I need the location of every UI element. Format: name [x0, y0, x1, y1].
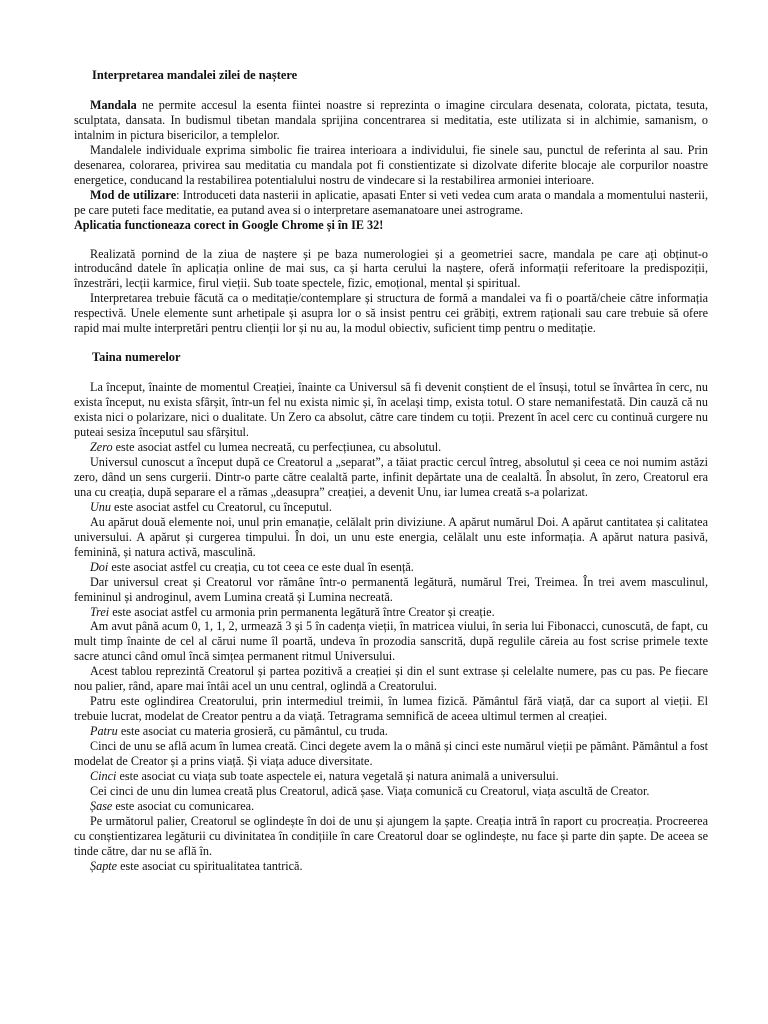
- paragraph-tableau: Acest tablou reprezintă Creatorul și partea pozitivă a creației și din el sunt extrase și celelalte numere, pas cu pas. Pe fiecare nou palier, rând, apare mai întâi acel un unu central, oglindă a Creatorului.: [74, 664, 708, 694]
- sase-text: este asociat cu comunicarea.: [112, 798, 255, 813]
- paragraph-sapte: [74, 859, 708, 874]
- paragraph-five: Cinci de unu se află acum în lumea creată. Cinci degete avem la o mână și cinci este numărul vieții pe pământ. Pământul a fost modelat de Creator și a prins viață. Și viața aduce diversitate.: [74, 739, 708, 769]
- section-title-numbers: Taina numerelor: [92, 350, 181, 365]
- sase-word: Șase: [90, 798, 113, 813]
- doi-text: este asociat astfel cu creația, cu tot ceea ce este dual în esență.: [108, 559, 414, 574]
- doi-word: Doi: [90, 559, 109, 574]
- patru-word: Patru: [90, 724, 118, 739]
- paragraph-mandala: [74, 98, 708, 143]
- paragraph-unu: [74, 500, 708, 515]
- zero-text: este asociat astfel cu lumea necreată, cu perfecțiunea, cu absolutul.: [112, 440, 442, 455]
- sapte-word: Șapte: [90, 858, 118, 873]
- spacer: [74, 233, 708, 247]
- paragraph-fibonacci: Am avut până acum 0, 1, 1, 2, urmează 3 și 5 în cadența vieții, în matricea viului, în seria lui Fibonacci, cunoscută, de fapt, cu mult timp înainte de cel al cărui nume îl poartă, undeva în prozodia sanscrită, după regulile căreia au fost scrise primele texte sacre atunci când omul încă simțea permanent ritmul Universului.: [74, 619, 708, 664]
- trei-word: Trei: [90, 604, 110, 619]
- paragraph-usage: [74, 188, 708, 218]
- paragraph-four: Patru este oglindirea Creatorului, prin intermediul treimii, în lumea fizică. Pământul fără viață, dar ca suport al vieții. El trebuie lucrat, modelat de Creator pentru a da viață. Tetragrama semnifică de aceea ultimul termen al creației.: [74, 694, 708, 724]
- usage-label: Mod de utilizare: [90, 187, 177, 202]
- paragraph-beginning: La început, înainte de momentul Creației, înainte ca Universul să fi devenit conștient de el însuși, totul se învârtea în cerc, nu exista început, nu exista sfârșit, într-un fel nu exista nimic și, în același timp, exista totul. O stare nemanifestată. Din cauză că nu exista nici o polarizare, nici o dualitate. Un Zero ca absolut, către care tindem cu toții. Prezent în acel cerc cu continuă curgere nu puteai sesiza începutul sau sfârșitul.: [74, 380, 708, 440]
- document-body: [74, 68, 708, 874]
- browser-note: Aplicatia functioneaza corect in Google Chrome și în IE 32!: [74, 217, 384, 232]
- trei-text: este asociat astfel cu armonia prin permanenta legătură între Creator și creație.: [109, 604, 495, 619]
- zero-word: Zero: [90, 440, 113, 455]
- mandala-term: Mandala: [90, 97, 137, 112]
- patru-text: este asociat cu materia grosieră, cu pământul, cu truda.: [117, 724, 388, 739]
- paragraph-doi: [74, 560, 708, 575]
- paragraph-six: Cei cinci de unu din lumea creată plus Creatorul, adică șase. Viața comunică cu Creatorul, viața ascultă de Creator.: [90, 783, 650, 798]
- paragraph-patru: [74, 724, 708, 739]
- spacer: [74, 336, 708, 350]
- paragraph-cinci: [74, 769, 708, 784]
- mandala-text: ne permite accesul la esenta fiintei noastre si reprezinta o imagine circulara desenata, colorata, pictata, tesuta, sculptata, dansata. In budismul tibetan mandala sprijina concentrarea si meditatia, este utilizata si in alchimie, samanism, o intalnim in pictura bisericilor, a templelor.: [74, 97, 708, 142]
- cinci-text: este asociat cu viața sub toate aspectele ei, natura vegetală și natura animală a universului.: [116, 768, 559, 783]
- paragraph-sase: [74, 799, 708, 814]
- paragraph-seven: Pe următorul palier, Creatorul se oglindește în doi de unu și ajungem la șapte. Creația intră în raport cu procreația. Procreerea cu conștientizarea legăturii cu divinitatea în condițiile în care Creatorul doar se oglindește, nu face și parte din șapte. De aceea se tinde către, dar nu se află în.: [74, 813, 708, 858]
- paragraph-zero: [74, 440, 708, 455]
- paragraph-two-elements: Au apărut două elemente noi, unul prin emanație, celălalt prin diviziune. A apărut numărul Doi. A apărut cantitatea și calitatea universului. A apărut și curgerea timpului. În doi, un unu este energia, celălalt unu este informația. A apărut natura pasivă, feminină, și natura activă, masculină.: [74, 514, 708, 559]
- usage-text: : Introduceti data nasterii in aplicatie, apasati Enter si veti vedea cum arata o mandala a momentului nasterii, pe care puteti face meditatie, ea putand avea si o interpretare asemanatoare unei astrograme.: [74, 187, 708, 217]
- unu-text: este asociat astfel cu Creatorul, cu începutul.: [111, 499, 332, 514]
- paragraph-about-1: Realizată pornind de la ziua de naștere și pe baza numerologiei și a geometriei sacre, mandala pe care ați obținut-o introducând datele în aplicația online de mai sus, ca și harta cerului la naștere, oferă informații referitoare la predispoziții, înzestrări, lecții karmice, firul vieții. Sub toate spectele, fizic, emoțional, mental și spiritual.: [74, 246, 708, 291]
- paragraph-separation: Universul cunoscut a început după ce Creatorul a „separat”, a tăiat practic cercul întreg, absolutul și ceea ce noi numim astăzi zero, dând un sens curgerii. Dintr-o parte către cealaltă parte, infinit depărtate una de cealaltă. În absolut, în zero, Creatorul era una cu creația, după separare el a rămas „deasupra” creației, a devenit Unu, iar lumea creată s-a polarizat.: [74, 454, 708, 499]
- paragraph-trei: [74, 605, 708, 620]
- paragraph-individual-mandalas: Mandalele individuale exprima simbolic fie trairea interioara a individului, fie sinele sau, punctul de referinta al sau. Prin desenarea, colorarea, privirea sau meditatia cu mandala pot fi constientizate si dizolvate diferite blocaje ale corpurilor noastre energetice, conducand la restabilirea potentialului nostru de vindecare si la restabilirea armoniei interioare.: [74, 142, 708, 187]
- cinci-word: Cinci: [90, 768, 117, 783]
- sapte-text: este asociat cu spiritualitatea tantrică.: [117, 858, 303, 873]
- unu-word: Unu: [90, 499, 111, 514]
- paragraph-trinity: Dar universul creat și Creatorul vor rămâne într-o permanentă legătură, numărul Trei, Treimea. În trei avem masculinul, femininul și androginul, avem Lumina creată și Lumina necreată.: [74, 574, 708, 604]
- document-title: Interpretarea mandalei zilei de naștere: [92, 68, 298, 82]
- paragraph-about-2: Interpretarea trebuie făcută ca o meditație/contemplare și structura de formă a mandalei va fi o poartă/cheie către informația respectivă. Unele elemente sunt arhetipale și asupra lor o să insist pentru cei grăbiți, extrem raționali sau care trebuie să ofere rapid mai multe interpretări pentru clienții lor și nu au, la modul obiectiv, suficient timp pentru o meditație.: [74, 291, 708, 336]
